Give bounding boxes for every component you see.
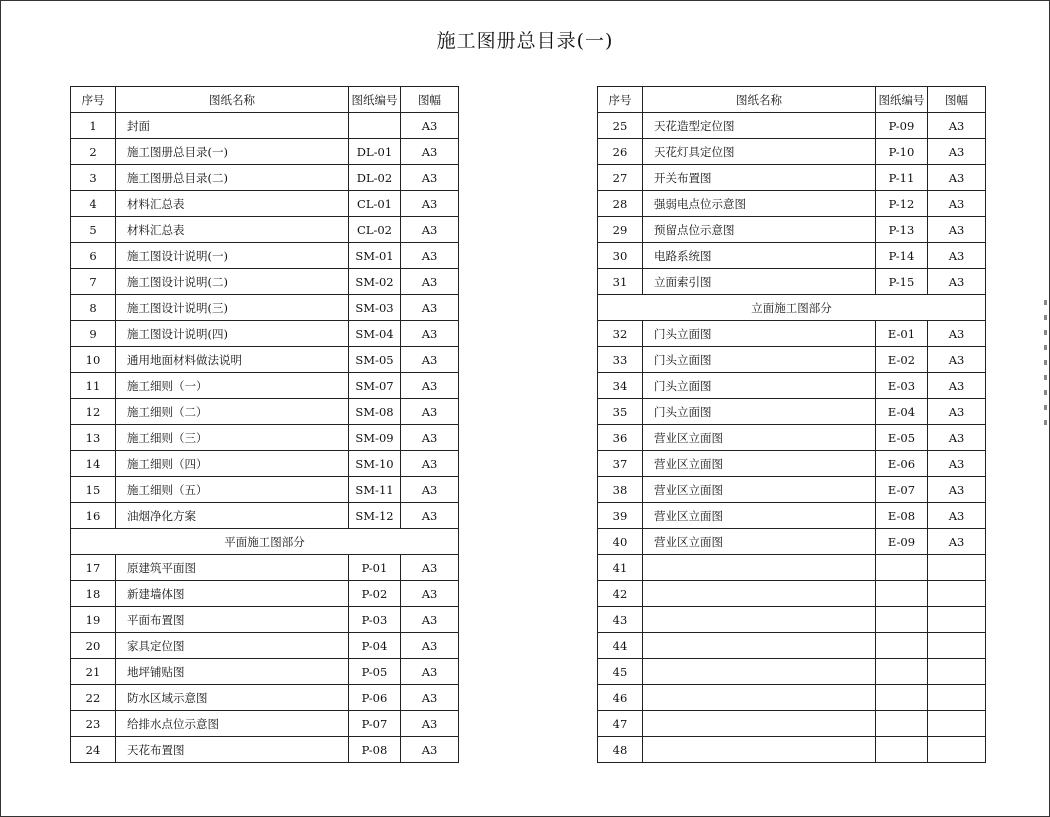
- drawing-code: P-09: [876, 113, 928, 139]
- table-row: [598, 165, 986, 191]
- drawing-code: [876, 633, 928, 659]
- drawing-code: SM-12: [349, 503, 401, 529]
- row-number: 4: [71, 191, 116, 217]
- table-header-row: [71, 87, 459, 113]
- drawing-name: 平面布置图: [116, 607, 349, 633]
- drawing-code: E-09: [876, 529, 928, 555]
- row-number: 2: [71, 139, 116, 165]
- table-row: [598, 685, 986, 711]
- table-row: [71, 373, 459, 399]
- drawing-code: [876, 737, 928, 763]
- sheet-size: [928, 659, 986, 685]
- drawing-name: 施工细则（五）: [116, 477, 349, 503]
- drawing-name: 门头立面图: [643, 373, 876, 399]
- drawing-code: P-08: [349, 737, 401, 763]
- drawing-name: 施工细则（一）: [116, 373, 349, 399]
- drawing-code: E-02: [876, 347, 928, 373]
- table-row: [598, 243, 986, 269]
- drawing-code: P-14: [876, 243, 928, 269]
- drawing-code: P-10: [876, 139, 928, 165]
- table-row: [71, 295, 459, 321]
- drawing-code: P-03: [349, 607, 401, 633]
- sheet-size: A3: [401, 321, 459, 347]
- row-number: 27: [598, 165, 643, 191]
- drawing-name: 施工图设计说明(一): [116, 243, 349, 269]
- sheet-size: [928, 555, 986, 581]
- drawing-code: SM-09: [349, 425, 401, 451]
- drawing-name: 防水区域示意图: [116, 685, 349, 711]
- edge-marks: [1044, 300, 1048, 460]
- row-number: 15: [71, 477, 116, 503]
- table-row: [71, 217, 459, 243]
- drawing-name: 施工细则（三）: [116, 425, 349, 451]
- row-number: 16: [71, 503, 116, 529]
- drawing-code: [876, 685, 928, 711]
- drawing-code: SM-11: [349, 477, 401, 503]
- sheet-size: A3: [401, 165, 459, 191]
- table-row: [71, 399, 459, 425]
- row-number: 34: [598, 373, 643, 399]
- row-number: 19: [71, 607, 116, 633]
- table-row: [598, 217, 986, 243]
- row-number: 31: [598, 269, 643, 295]
- header-name: 图纸名称: [643, 87, 876, 113]
- sheet-size: A3: [401, 425, 459, 451]
- sheet-size: A3: [401, 477, 459, 503]
- table-row: [71, 477, 459, 503]
- table-row: [598, 347, 986, 373]
- sheet-size: A3: [401, 191, 459, 217]
- drawing-code: P-11: [876, 165, 928, 191]
- row-number: 5: [71, 217, 116, 243]
- table-row: [71, 113, 459, 139]
- table-row: [598, 113, 986, 139]
- drawing-name: 营业区立面图: [643, 477, 876, 503]
- drawing-code: P-15: [876, 269, 928, 295]
- drawing-name: 施工细则（二）: [116, 399, 349, 425]
- table-row: [71, 191, 459, 217]
- drawing-name: 通用地面材料做法说明: [116, 347, 349, 373]
- edge-mark: [1044, 360, 1047, 365]
- drawing-code: CL-01: [349, 191, 401, 217]
- page-title: 施工图册总目录(一): [436, 30, 614, 52]
- drawing-code: [876, 659, 928, 685]
- drawing-code: DL-02: [349, 165, 401, 191]
- sheet-size: A3: [928, 243, 986, 269]
- header-size: 图幅: [401, 87, 459, 113]
- sheet-size: A3: [401, 633, 459, 659]
- drawing-code: [349, 113, 401, 139]
- drawing-name: 门头立面图: [643, 321, 876, 347]
- drawing-code: P-13: [876, 217, 928, 243]
- table-row: [598, 633, 986, 659]
- sheet-size: A3: [928, 451, 986, 477]
- row-number: 48: [598, 737, 643, 763]
- drawing-name: 材料汇总表: [116, 217, 349, 243]
- drawing-code: SM-08: [349, 399, 401, 425]
- row-number: 47: [598, 711, 643, 737]
- sheet-size: A3: [401, 373, 459, 399]
- table-row: [598, 191, 986, 217]
- table-row: [71, 269, 459, 295]
- drawing-code: P-01: [349, 555, 401, 581]
- sheet-size: A3: [401, 607, 459, 633]
- drawing-name: 油烟净化方案: [116, 503, 349, 529]
- drawing-name: [643, 711, 876, 737]
- sheet-size: A3: [928, 399, 986, 425]
- table-row: [598, 555, 986, 581]
- sheet-size: [928, 633, 986, 659]
- header-name: 图纸名称: [116, 87, 349, 113]
- edge-mark: [1044, 300, 1047, 305]
- table-row: [598, 737, 986, 763]
- table-row: [71, 451, 459, 477]
- catalog-table-right: [597, 86, 986, 763]
- table-row: [71, 685, 459, 711]
- row-number: 45: [598, 659, 643, 685]
- row-number: 12: [71, 399, 116, 425]
- sheet-size: A3: [928, 139, 986, 165]
- edge-mark: [1044, 390, 1047, 395]
- row-number: 23: [71, 711, 116, 737]
- drawing-code: SM-10: [349, 451, 401, 477]
- row-number: 24: [71, 737, 116, 763]
- catalog-table-left: [70, 86, 459, 763]
- drawing-name: 天花布置图: [116, 737, 349, 763]
- drawing-name: 施工图册总目录(一): [116, 139, 349, 165]
- sheet-size: A3: [401, 581, 459, 607]
- drawing-code: SM-07: [349, 373, 401, 399]
- drawing-code: SM-01: [349, 243, 401, 269]
- drawing-name: 开关布置图: [643, 165, 876, 191]
- drawing-code: E-03: [876, 373, 928, 399]
- drawing-name: 地坪铺贴图: [116, 659, 349, 685]
- section-row: [71, 529, 459, 555]
- sheet-size: A3: [401, 243, 459, 269]
- drawing-name: 新建墙体图: [116, 581, 349, 607]
- drawing-code: SM-05: [349, 347, 401, 373]
- row-number: 32: [598, 321, 643, 347]
- drawing-name: 营业区立面图: [643, 451, 876, 477]
- sheet-size: [928, 711, 986, 737]
- sheet-size: A3: [928, 477, 986, 503]
- drawing-name: [643, 659, 876, 685]
- table-row: [71, 321, 459, 347]
- row-number: 28: [598, 191, 643, 217]
- drawing-code: P-12: [876, 191, 928, 217]
- drawing-name: 营业区立面图: [643, 425, 876, 451]
- section-title: 平面施工图部分: [71, 529, 459, 555]
- sheet-size: A3: [401, 737, 459, 763]
- sheet-size: A3: [401, 347, 459, 373]
- header-no: 序号: [598, 87, 643, 113]
- table-row: [71, 503, 459, 529]
- sheet-size: A3: [928, 191, 986, 217]
- drawing-name: 门头立面图: [643, 347, 876, 373]
- drawing-name: [643, 555, 876, 581]
- drawing-code: E-07: [876, 477, 928, 503]
- drawing-code: P-05: [349, 659, 401, 685]
- table-row: [598, 139, 986, 165]
- sheet-size: A3: [401, 685, 459, 711]
- header-size: 图幅: [928, 87, 986, 113]
- sheet-size: A3: [401, 659, 459, 685]
- row-number: 13: [71, 425, 116, 451]
- sheet-size: A3: [928, 113, 986, 139]
- sheet-size: A3: [401, 269, 459, 295]
- sheet-size: A3: [401, 217, 459, 243]
- drawing-name: 立面索引图: [643, 269, 876, 295]
- sheet-size: A3: [401, 503, 459, 529]
- drawing-name: [643, 685, 876, 711]
- sheet-size: A3: [928, 373, 986, 399]
- row-number: 42: [598, 581, 643, 607]
- row-number: 46: [598, 685, 643, 711]
- row-number: 17: [71, 555, 116, 581]
- drawing-code: SM-02: [349, 269, 401, 295]
- edge-mark: [1044, 315, 1047, 320]
- drawing-name: 电路系统图: [643, 243, 876, 269]
- drawing-name: 施工图册总目录(二): [116, 165, 349, 191]
- table-row: [598, 529, 986, 555]
- sheet-size: A3: [928, 503, 986, 529]
- sheet-size: A3: [928, 217, 986, 243]
- drawing-name: [643, 633, 876, 659]
- drawing-name: 原建筑平面图: [116, 555, 349, 581]
- drawing-name: 施工细则（四）: [116, 451, 349, 477]
- drawing-name: 施工图设计说明(二): [116, 269, 349, 295]
- drawing-name: [643, 607, 876, 633]
- drawing-code: E-06: [876, 451, 928, 477]
- row-number: 35: [598, 399, 643, 425]
- row-number: 7: [71, 269, 116, 295]
- edge-mark: [1044, 330, 1047, 335]
- drawing-code: E-01: [876, 321, 928, 347]
- drawing-name: 家具定位图: [116, 633, 349, 659]
- drawing-code: [876, 607, 928, 633]
- row-number: 41: [598, 555, 643, 581]
- sheet-size: [928, 737, 986, 763]
- row-number: 6: [71, 243, 116, 269]
- table-row: [598, 451, 986, 477]
- table-row: [598, 711, 986, 737]
- sheet-size: A3: [928, 165, 986, 191]
- drawing-name: 门头立面图: [643, 399, 876, 425]
- drawing-code: P-07: [349, 711, 401, 737]
- row-number: 33: [598, 347, 643, 373]
- sheet-size: A3: [401, 555, 459, 581]
- table-row: [71, 633, 459, 659]
- table-row: [598, 399, 986, 425]
- header-code: 图纸编号: [876, 87, 928, 113]
- table-row: [71, 243, 459, 269]
- table-row: [71, 581, 459, 607]
- table-row: [71, 711, 459, 737]
- drawing-name: 封面: [116, 113, 349, 139]
- table-row: [598, 321, 986, 347]
- row-number: 43: [598, 607, 643, 633]
- table-row: [598, 503, 986, 529]
- edge-mark: [1044, 420, 1047, 425]
- table-row: [71, 165, 459, 191]
- row-number: 10: [71, 347, 116, 373]
- drawing-name: 强弱电点位示意图: [643, 191, 876, 217]
- row-number: 8: [71, 295, 116, 321]
- drawing-name: 天花灯具定位图: [643, 139, 876, 165]
- row-number: 11: [71, 373, 116, 399]
- row-number: 14: [71, 451, 116, 477]
- edge-mark: [1044, 375, 1047, 380]
- table-row: [598, 581, 986, 607]
- row-number: 25: [598, 113, 643, 139]
- drawing-code: E-04: [876, 399, 928, 425]
- section-title: 立面施工图部分: [598, 295, 986, 321]
- drawing-code: E-05: [876, 425, 928, 451]
- row-number: 40: [598, 529, 643, 555]
- drawing-name: 施工图设计说明(四): [116, 321, 349, 347]
- sheet-size: A3: [401, 113, 459, 139]
- row-number: 38: [598, 477, 643, 503]
- drawing-code: SM-03: [349, 295, 401, 321]
- sheet-size: A3: [928, 269, 986, 295]
- row-number: 39: [598, 503, 643, 529]
- table-row: [71, 737, 459, 763]
- row-number: 44: [598, 633, 643, 659]
- row-number: 37: [598, 451, 643, 477]
- row-number: 26: [598, 139, 643, 165]
- row-number: 20: [71, 633, 116, 659]
- row-number: 3: [71, 165, 116, 191]
- row-number: 21: [71, 659, 116, 685]
- table-row: [598, 607, 986, 633]
- drawing-name: 给排水点位示意图: [116, 711, 349, 737]
- sheet-size: A3: [401, 711, 459, 737]
- edge-mark: [1044, 405, 1047, 410]
- drawing-code: DL-01: [349, 139, 401, 165]
- sheet-size: A3: [928, 425, 986, 451]
- row-number: 36: [598, 425, 643, 451]
- sheet-size: [928, 581, 986, 607]
- drawing-code: [876, 711, 928, 737]
- table-row: [598, 659, 986, 685]
- drawing-code: SM-04: [349, 321, 401, 347]
- drawing-name: 营业区立面图: [643, 503, 876, 529]
- drawing-name: [643, 581, 876, 607]
- sheet-size: A3: [401, 399, 459, 425]
- drawing-name: 材料汇总表: [116, 191, 349, 217]
- drawing-name: 天花造型定位图: [643, 113, 876, 139]
- row-number: 29: [598, 217, 643, 243]
- drawing-code: [876, 555, 928, 581]
- table-row: [71, 555, 459, 581]
- table-header-row: [598, 87, 986, 113]
- drawing-name: 预留点位示意图: [643, 217, 876, 243]
- sheet-size: A3: [928, 529, 986, 555]
- edge-mark: [1044, 345, 1047, 350]
- table-row: [71, 659, 459, 685]
- drawing-name: 施工图设计说明(三): [116, 295, 349, 321]
- section-row: [598, 295, 986, 321]
- drawing-code: P-06: [349, 685, 401, 711]
- drawing-name: 营业区立面图: [643, 529, 876, 555]
- table-row: [71, 347, 459, 373]
- header-code: 图纸编号: [349, 87, 401, 113]
- sheet-size: [928, 685, 986, 711]
- sheet-size: A3: [928, 347, 986, 373]
- sheet-size: A3: [401, 451, 459, 477]
- table-row: [598, 425, 986, 451]
- drawing-code: P-04: [349, 633, 401, 659]
- sheet-size: A3: [401, 139, 459, 165]
- drawing-code: [876, 581, 928, 607]
- drawing-code: P-02: [349, 581, 401, 607]
- table-row: [598, 269, 986, 295]
- sheet-size: [928, 607, 986, 633]
- table-row: [598, 477, 986, 503]
- table-row: [71, 425, 459, 451]
- row-number: 18: [71, 581, 116, 607]
- table-row: [598, 373, 986, 399]
- header-no: 序号: [71, 87, 116, 113]
- drawing-code: CL-02: [349, 217, 401, 243]
- drawing-name: [643, 737, 876, 763]
- row-number: 1: [71, 113, 116, 139]
- sheet-size: A3: [401, 295, 459, 321]
- table-row: [71, 139, 459, 165]
- sheet-size: A3: [928, 321, 986, 347]
- drawing-code: E-08: [876, 503, 928, 529]
- table-row: [71, 607, 459, 633]
- row-number: 9: [71, 321, 116, 347]
- row-number: 22: [71, 685, 116, 711]
- row-number: 30: [598, 243, 643, 269]
